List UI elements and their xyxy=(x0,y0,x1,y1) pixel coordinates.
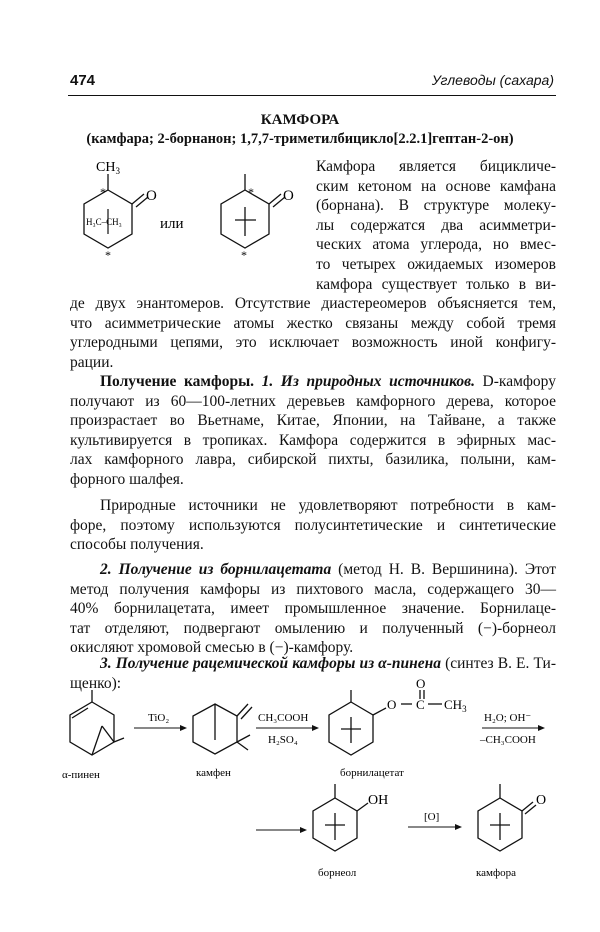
intro-paragraph-right xyxy=(316,157,556,294)
obtaining-line: культивируется в тропиках. Камфора содержится в эфирных мас- xyxy=(70,431,556,449)
intro-line: ским кетоном на основе камфана xyxy=(316,177,556,195)
reagent-tio2: TiO₂ xyxy=(148,712,170,724)
intro-line: что асимметрические атомы жестко связаны между собой тремя xyxy=(70,314,556,332)
obtaining-text: D-камфору xyxy=(474,373,556,390)
camphene-structure xyxy=(193,704,252,754)
intro-line: (борнана). В структуре молеку- xyxy=(316,197,556,215)
intro-line: рации. xyxy=(70,353,114,371)
obtaining-line: Природные источники не удовлетворяют потребности в кам- xyxy=(100,497,556,514)
camphor-structures xyxy=(60,152,310,272)
racemic-heading-line xyxy=(70,654,556,674)
reagent-minus-acetic: –CH₃COOH xyxy=(480,734,536,746)
obtaining-text: (метод Н. В. Вершинина). Этот xyxy=(331,561,556,578)
bornyl-acetate-label: борнилацетат xyxy=(340,767,404,779)
borneol-structure xyxy=(313,784,368,851)
arrow-5-head xyxy=(455,824,462,830)
arrow-3-head xyxy=(538,725,545,731)
header-rule xyxy=(68,95,556,96)
obtaining-heading: Получение камфоры. xyxy=(100,373,255,390)
intro-line: ческих атома углерода, но вмес- xyxy=(316,236,556,254)
intro-paragraph-full xyxy=(70,294,556,372)
bornyl-acetate-structure xyxy=(329,690,442,755)
carbonyl-o-label: O xyxy=(146,188,157,204)
camphor-o-label: O xyxy=(536,793,547,808)
ch3-label: $CH_3$ xyxy=(96,160,120,176)
camphor-hexagon-1 xyxy=(84,174,148,248)
intro-line: Камфора является бицикличе- xyxy=(316,158,556,175)
obtaining-paragraph-2 xyxy=(70,496,556,555)
arrow-1-head xyxy=(180,725,187,731)
reagent-oxidation: [O] xyxy=(424,811,440,823)
intro-line: камфора существует только в ви- xyxy=(316,275,556,293)
intro-line: углеродными цепями, это исключает возможность иной конфигу- xyxy=(70,334,556,352)
obtaining-text: (синтез В. Е. Ти- xyxy=(441,655,556,672)
ester-c: C xyxy=(416,697,425,712)
obtaining-line: форе, поэтому используются полусинтетические и синтетические xyxy=(70,516,556,534)
borneol-label: борнеол xyxy=(318,867,357,879)
h3c-ch3-label: H₃C–CH₃ xyxy=(86,217,122,227)
ester-carbonyl-o: O xyxy=(416,676,426,691)
obtaining-line: форного шалфея. xyxy=(70,470,184,488)
obtaining-sub2: 2. Получение из борнилацетата xyxy=(100,561,332,578)
obtaining-first-line xyxy=(70,372,556,392)
obtaining-line: получают из 60—100-летних деревьев камфорного дерева, которое xyxy=(70,392,556,410)
obtaining-paragraph-4 xyxy=(70,654,556,693)
or-word: или xyxy=(160,216,184,232)
camphene-label: камфен xyxy=(196,767,231,779)
stereo-star-2: * xyxy=(105,248,111,262)
carbonyl-o-label-2: O xyxy=(283,188,294,204)
oh-label: OH xyxy=(368,793,389,808)
obtaining-line: способы получения. xyxy=(70,536,204,554)
obtaining-line: 40% борнилацетата, имеет промышленное значение. Борнилаце- xyxy=(70,600,556,618)
pinene-label: α-пинен xyxy=(62,769,100,781)
camphor-label: камфора xyxy=(476,867,517,879)
ester-o: O xyxy=(387,697,397,712)
obtaining-line: тат отделяют, подвергают омылению и полученный (−)-борнеол xyxy=(70,619,556,637)
intro-line: то четырех ожидаемых изомеров xyxy=(316,255,556,273)
obtaining-sub1: 1. Из природных источников. xyxy=(261,373,475,390)
intro-line: де двух энантомеров. Отсутствие диастереомеров объясняется тем, xyxy=(70,295,556,312)
bornyl-acetate-heading-line xyxy=(70,560,556,580)
reagent-hydrolysis: H₂O; OH⁻ xyxy=(484,712,532,724)
obtaining-line: окисляют хромовой смесью в (−)-камфору. xyxy=(70,639,354,657)
obtaining-line: произрастает во Вьетнаме, Китае, Японии, на Тайване, а также xyxy=(70,412,556,430)
arrow-4-head xyxy=(300,827,307,833)
reagent-acetic-acid: CH₃COOH xyxy=(258,712,309,724)
reagent-sulfuric: H₂SO₄ xyxy=(268,734,298,746)
stereo-star-4: * xyxy=(241,248,247,262)
obtaining-line: лах камфорного лавра, сибирской пихты, базилика, полыни, кам- xyxy=(70,451,556,469)
obtaining-paragraph-3 xyxy=(70,560,556,658)
obtaining-line: щенко): xyxy=(70,674,122,692)
obtaining-paragraph-1 xyxy=(70,372,556,490)
stereo-star-1: * xyxy=(100,185,106,199)
camphor-structure-product xyxy=(478,784,536,851)
stereo-star-3: * xyxy=(248,185,254,199)
obtaining-line: метод получения камфоры из пихтового масла, содержащего 30— xyxy=(70,580,556,598)
arrow-2-head xyxy=(312,725,319,731)
article-title: КАМФОРА xyxy=(260,112,340,128)
ester-ch3: $CH_3$ xyxy=(444,697,467,714)
article-subtitle: (камфара; 2-борнанон; 1,7,7-триметилбицикло[2.2.1]гептан-2-он) xyxy=(86,131,514,147)
pinene-structure xyxy=(70,690,124,755)
intro-line: лы содержатся два асимметри- xyxy=(316,216,556,234)
running-title: Углеводы (сахара) xyxy=(431,72,554,88)
page-number: 474 xyxy=(70,72,96,89)
obtaining-sub3: 3. Получение рацемической камфоры из α-пинена xyxy=(100,655,442,672)
